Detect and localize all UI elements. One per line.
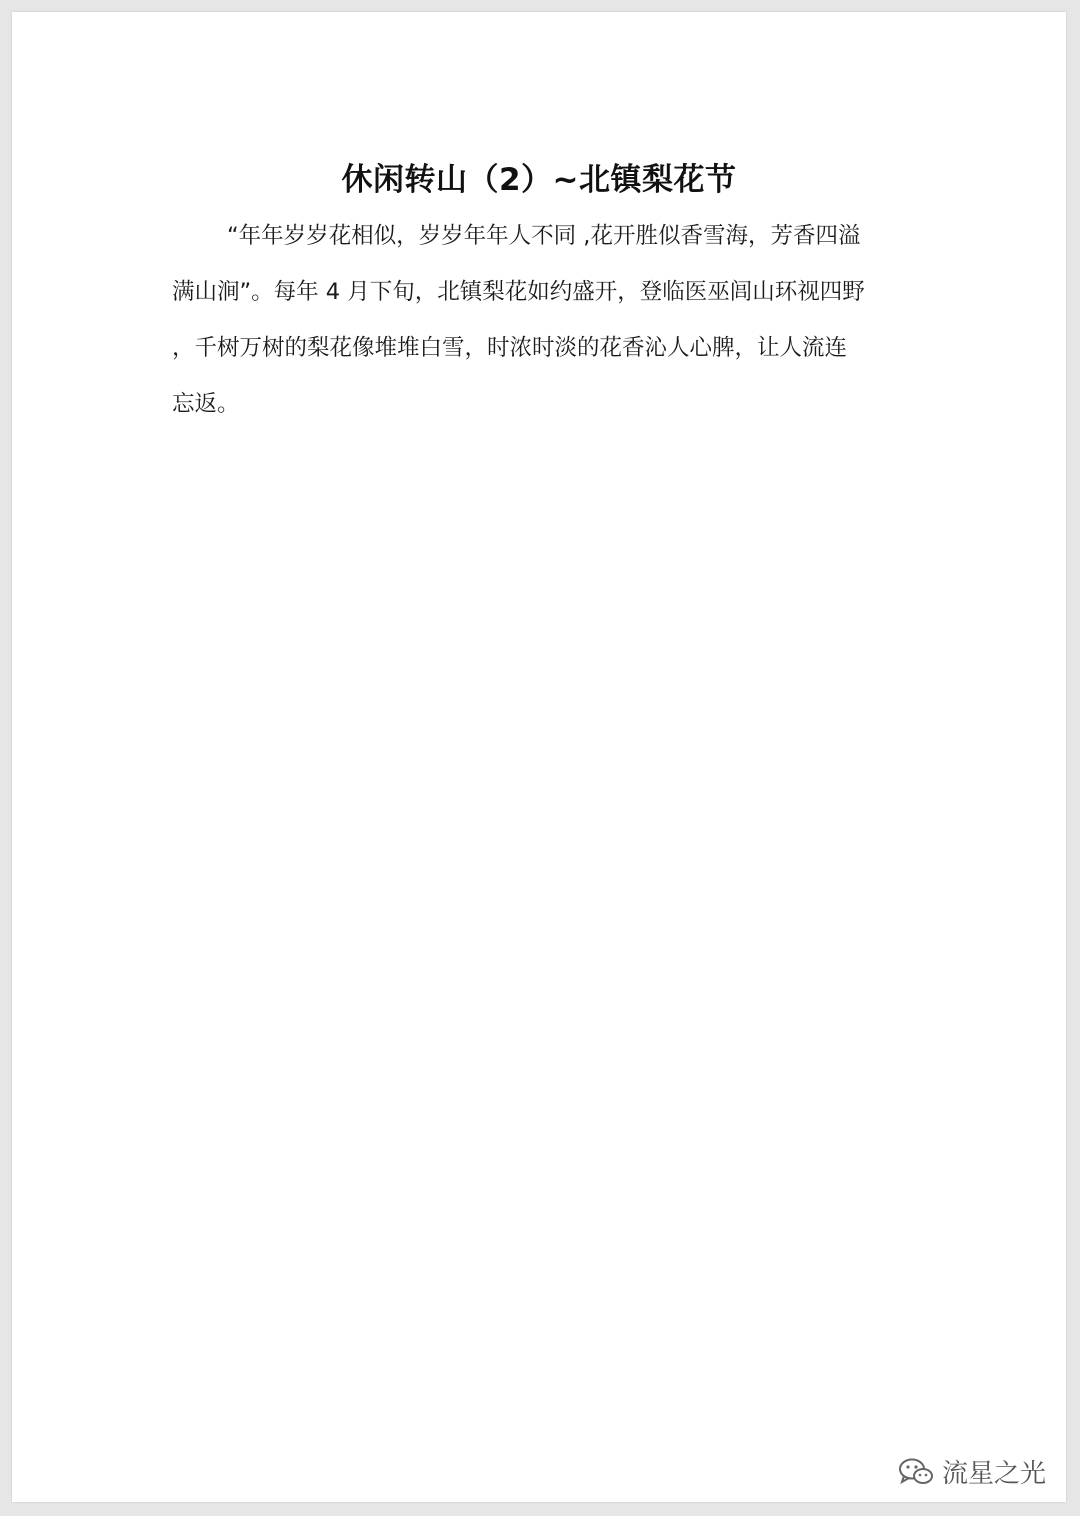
watermark: [898, 1453, 1046, 1490]
document-paragraph: [172, 208, 909, 432]
paragraph-line: 满山涧”。每年 4 月下旬，北镇梨花如约盛开，登临医巫闾山环视四野: [172, 279, 865, 305]
watermark-text: 流星之光: [941, 1459, 1046, 1489]
wechat-icon: [898, 1457, 934, 1487]
document-page: [12, 12, 1066, 1502]
document-title: 休闲转山（2）~北镇梨花节: [341, 162, 737, 198]
paragraph-line: “年年岁岁花相似，岁岁年年人不同 ,花开胜似香雪海，芳香四溢: [227, 223, 861, 249]
paragraph-line: 忘返。: [172, 391, 240, 417]
paragraph-line: ，千树万树的梨花像堆堆白雪，时浓时淡的花香沁人心脾，让人流连: [172, 335, 848, 361]
